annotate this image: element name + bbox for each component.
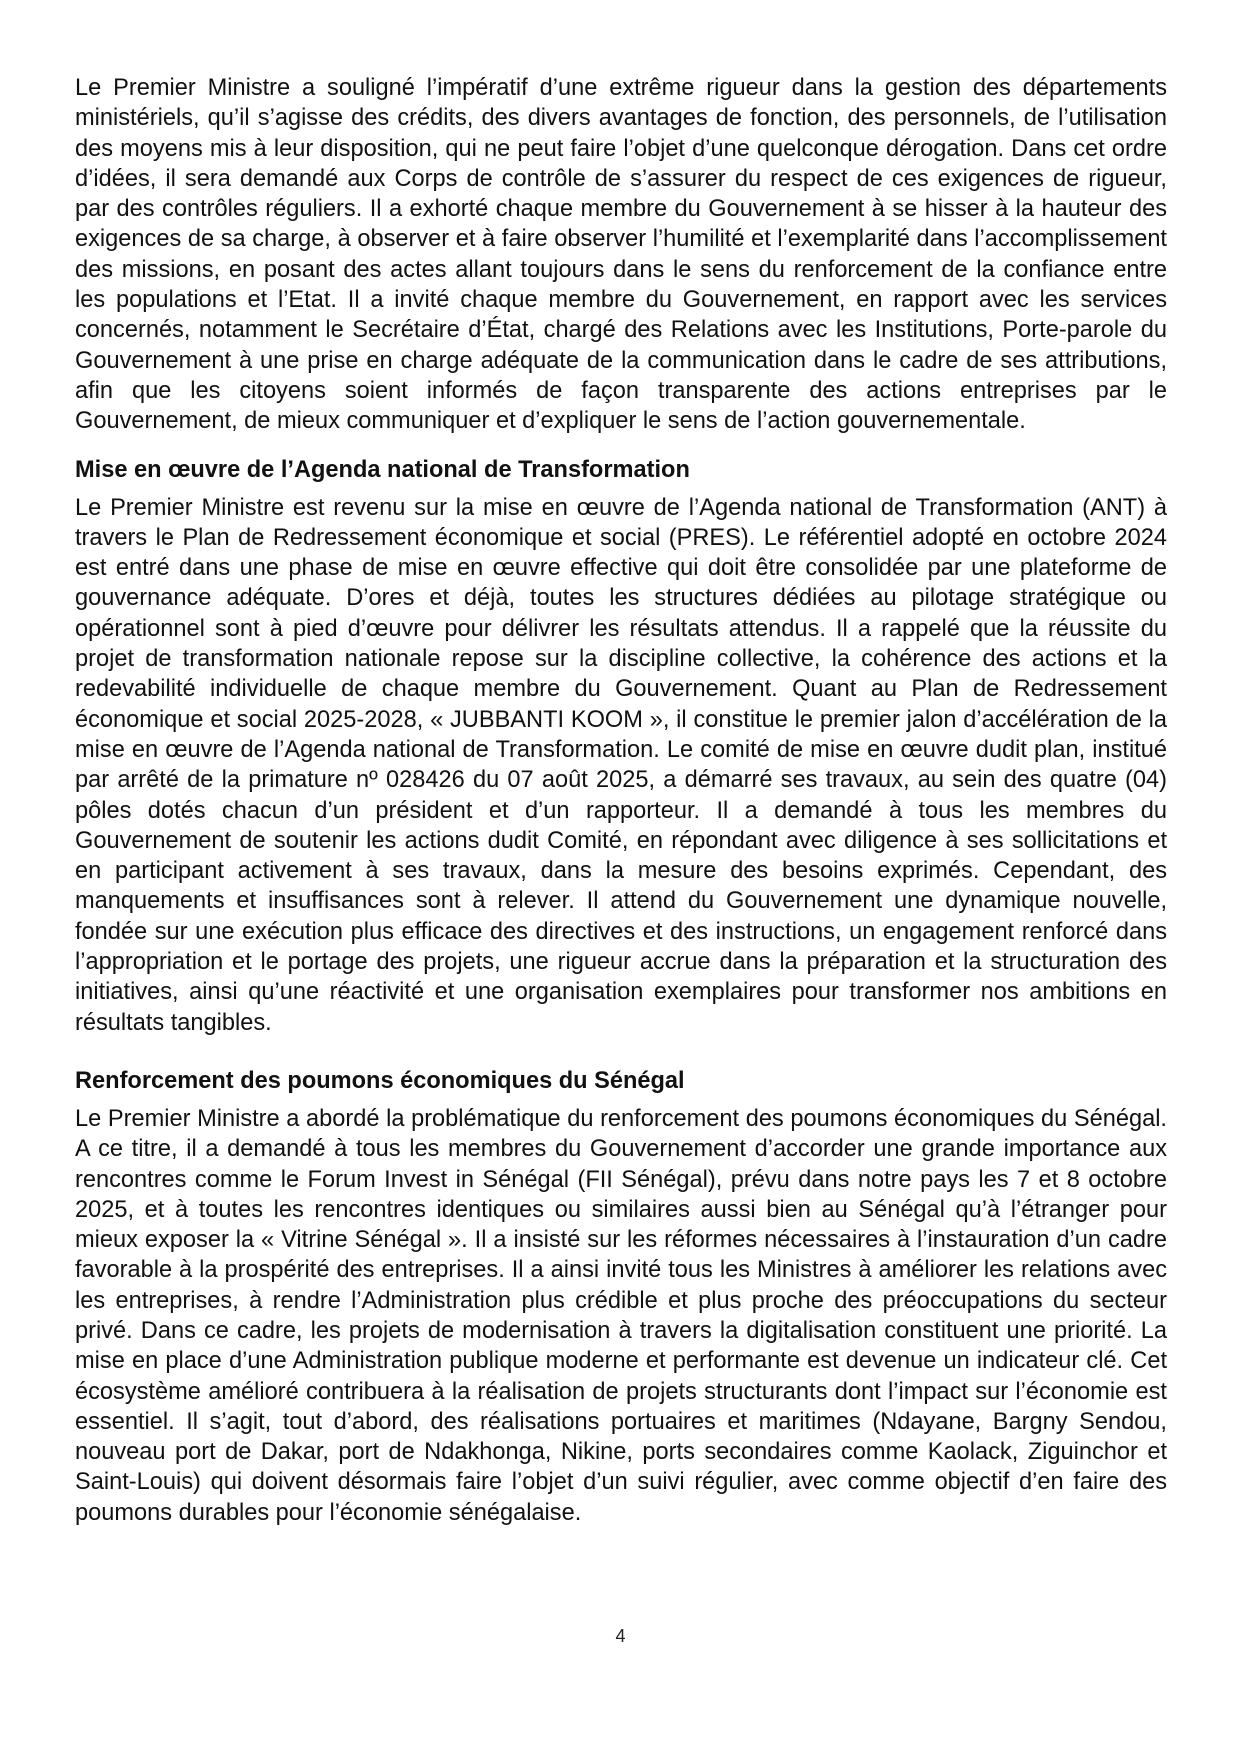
section-heading-agenda: Mise en œuvre de l’Agenda national de Transformation [75,456,690,483]
section-body-agenda: Le Premier Ministre est revenu sur la mise en œuvre de l’Agenda national de Transformation (ANT) à travers le Plan de Redressement économique et social (PRES). Le référentiel adopté en octobre 2024 est entré dans une phase de mise en œuvre effective qui doit être consolidée par une plateforme de gouvernance adéquate. D’ores et déjà, toutes les structures dédiées au pilotage stratégique ou opérationnel sont à pied d’œuvre pour délivrer les résultats attendus. Il a rappelé que la réussite du projet de transformation nationale repose sur la discipline collective, la cohérence des actions et la redevabilité individuelle de chaque membre du Gouvernement. Quant au Plan de Redressement économique et social 2025-2028, « JUBBANTI KOOM », il constitue le premier jalon d’accélération de la mise en œuvre de l’Agenda national de Transformation. Le comité de mise en œuvre dudit plan, institué par arrêté de la primature nº 028426 du 07 août 2025, a démarré ses travaux, au sein des quatre (04) pôles dotés chacun d’un président et d’un rapporteur. Il a demandé à tous les membres du Gouvernement de soutenir les actions dudit Comité, en répondant avec diligence à ses sollicitations et en participant activement à ses travaux, dans la mesure des besoins exprimés. Cependant, des manquements et insuffisances sont à relever. Il attend du Gouvernement une dynamique nouvelle, fondée sur une exécution plus efficace des directives et des instructions, un engagement renforcé dans l’appropriation et le portage des projets, une rigueur accrue dans la préparation et la structuration des initiatives, ainsi qu’une réactivité et une organisation exemplaires pour transformer nos ambitions en résultats tangibles. [75,494,1167,1036]
section-body-poumons: Le Premier Ministre a abordé la problématique du renforcement des poumons économiques du Sénégal. A ce titre, il a demandé à tous les membres du Gouvernement d’accorder une grande importance aux rencontres comme le Forum Invest in Sénégal (FII Sénégal), prévu dans notre pays les 7 et 8 octobre 2025, et à toutes les rencontres identiques ou similaires aussi bien au Sénégal qu’à l’étranger pour mieux exposer la « Vitrine Sénégal ». Il a insisté sur les réformes nécessaires à l’instauration d’un cadre favorable à la prospérité des entreprises. Il a ainsi invité tous les Ministres à améliorer les relations avec les entreprises, à rendre l’Administration plus crédible et plus proche des préoccupations du secteur privé. Dans ce cadre, les projets de modernisation à travers la digitalisation constituent une priorité. La mise en place d’une Administration publique moderne et performante est devenue un indicateur clé. Cet écosystème amélioré contribuera à la réalisation de projets structurants dont l’impact sur l’économie est essentiel. Il s’agit, tout d’abord, des réalisations portuaires et maritimes (Ndayane, Bargny Sendou, nouveau port de Dakar, port de Ndakhonga, Nikine, ports secondaires comme Kaolack, Ziguinchor et Saint-Louis) qui doivent désormais faire l’objet d’un suivi régulier, avec comme objectif d’en faire des poumons durables pour l’économie sénégalaise. [75,1105,1167,1526]
page-number: 4 [615,1626,626,1646]
intro-paragraph: Le Premier Ministre a souligné l’impératif d’une extrême rigueur dans la gestion des départements ministériels, qu’il s’agisse des crédits, des divers avantages de fonction, des personnels, de l’utilisation des moyens mis à leur disposition, qui ne peut faire l’objet d’une quelconque dérogation. Dans cet ordre d’idées, il sera demandé aux Corps de contrôle de s’assurer du respect de ces exigences de rigueur, par des contrôles réguliers. Il a exhorté chaque membre du Gouvernement à se hisser à la hauteur des exigences de sa charge, à observer et à faire observer l’humilité et l’exemplarité dans l’accomplissement des missions, en posant des actes allant toujours dans le sens du renforcement de la confiance entre les populations et l’Etat. Il a invité chaque membre du Gouvernement, en rapport avec les services concernés, notamment le Secrétaire d’État, chargé des Relations avec les Institutions, Porte-parole du Gouvernement à une prise en charge adéquate de la communication dans le cadre de ses attributions, afin que les citoyens soient informés de façon transparente des actions entreprises par le Gouvernement, de mieux communiquer et d’expliquer le sens de l’action gouvernementale. [75,75,1167,435]
document-page [75,73,1167,1528]
section-heading-poumons: Renforcement des poumons économiques du Sénégal [75,1067,685,1094]
